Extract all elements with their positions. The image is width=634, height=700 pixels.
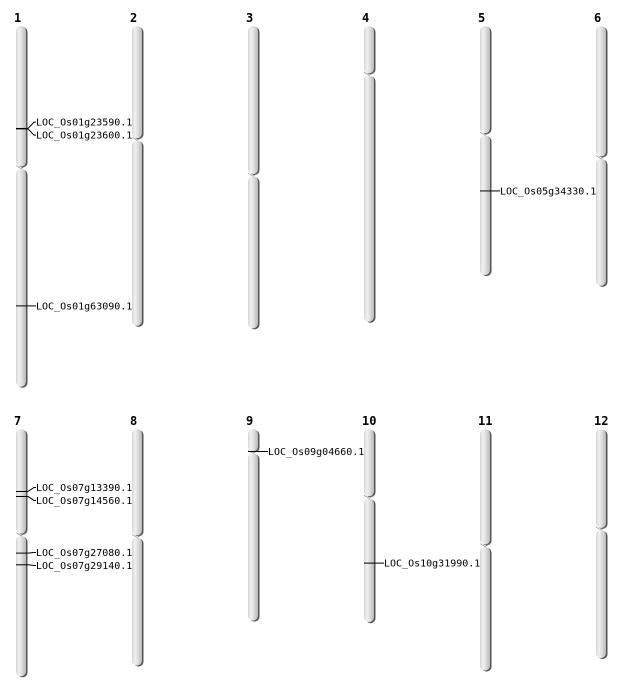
chromosome-1 xyxy=(14,11,132,388)
gene-marker xyxy=(16,118,132,129)
gene-label: LOC_Os07g27080.1 xyxy=(36,547,133,559)
gene-label: LOC_Os07g29140.1 xyxy=(36,560,133,572)
gene-marker xyxy=(16,129,132,142)
chromosome-label: 9 xyxy=(246,414,254,428)
chromosome-10 xyxy=(362,414,480,623)
chromosome-label: 8 xyxy=(130,414,138,428)
chromosome-body xyxy=(16,26,28,388)
gene-label: LOC_Os01g23590.1 xyxy=(36,117,133,129)
chromosome-label: 1 xyxy=(14,11,22,25)
chromosome-8 xyxy=(130,414,144,667)
chromosome-label: 6 xyxy=(594,11,602,25)
chromosome-9 xyxy=(246,414,364,622)
gene-label: LOC_Os07g13390.1 xyxy=(36,482,133,494)
chromosome-4 xyxy=(362,11,376,323)
chromosome-body xyxy=(480,429,492,672)
gene-label: LOC_Os01g23600.1 xyxy=(36,130,133,142)
chromosome-label: 2 xyxy=(130,11,138,25)
gene-label: LOC_Os09g04660.1 xyxy=(268,446,365,458)
gene-marker xyxy=(16,561,132,572)
chromosome-5 xyxy=(478,11,596,276)
chromosome-6 xyxy=(594,11,608,287)
gene-marker xyxy=(480,186,596,197)
gene-label: LOC_Os10g31990.1 xyxy=(384,558,481,570)
chromosome-body xyxy=(480,26,492,276)
gene-marker xyxy=(364,559,480,570)
gene-marker xyxy=(16,301,132,312)
chromosome-7 xyxy=(14,414,132,677)
chromosome-label: 4 xyxy=(362,11,370,25)
chromosome-3 xyxy=(246,11,260,329)
chromosome-body xyxy=(248,26,260,329)
gene-label: LOC_Os07g14560.1 xyxy=(36,495,133,507)
chromosome-label: 3 xyxy=(246,11,254,25)
chromosome-body xyxy=(364,26,376,323)
chromosome-11 xyxy=(478,414,492,672)
chromosome-2 xyxy=(130,11,144,327)
chromosome-body xyxy=(596,429,608,659)
chromosome-label: 11 xyxy=(478,414,493,428)
chromosome-body xyxy=(248,429,260,622)
gene-marker xyxy=(16,548,132,559)
gene-label: LOC_Os01g63090.1 xyxy=(36,301,133,313)
chromosome-body xyxy=(364,429,376,623)
chromosome-body xyxy=(132,429,144,667)
chromosome-label: 7 xyxy=(14,414,22,428)
chromosome-body xyxy=(132,26,144,327)
chromosome-label: 5 xyxy=(478,11,486,25)
gene-marker xyxy=(16,496,132,507)
gene-marker xyxy=(16,483,132,494)
chromosome-label: 12 xyxy=(594,414,609,428)
chromosome-label: 10 xyxy=(362,414,377,428)
gene-marker xyxy=(248,447,364,458)
chromosome-body xyxy=(596,26,608,287)
gene-label: LOC_Os05g34330.1 xyxy=(500,186,597,198)
chromosome-12 xyxy=(594,414,608,659)
